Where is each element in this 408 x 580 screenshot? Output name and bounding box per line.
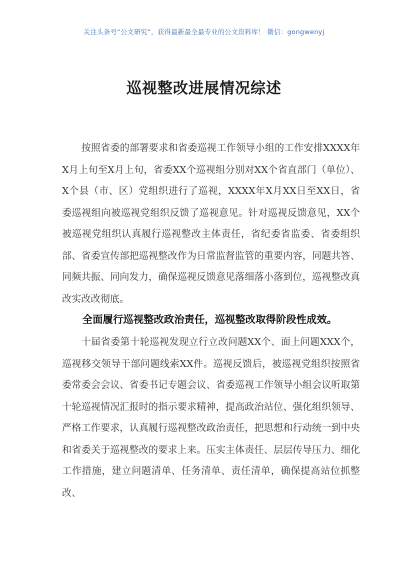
intro-paragraph: 按照省委的部署要求和省委巡视工作领导小组的工作安排XXXX年X月上旬至X月上旬，省委XX个巡视组分别对XX个省直部门（单位）、X个县（市、区）党组织进行了巡视，XXXX年X月XX日至XX日，省委巡视组向被巡视党组织反馈了巡视意见。针对巡视反馈意见，XX个被巡视党组织认真履行巡视整改主体责任，省纪委省监委、省委组织部、省委宣传部把巡视整改作为日常监督监管的重要内容，同题共答、同频共振、同向发力，确保巡视反馈意见落细落小落到位，巡视整改真改实改改彻底。 [62,143,360,305]
body-paragraph: 十届省委第十轮巡视发现立行立改问题XX个、面上问题XXX个，巡视移交领导干部问题线索XX件。巡视反馈后，被巡视党组织按照省委常委会会议、省委书记专题会议、省委巡视工作领导小组会议听取第十轮巡视情况汇报时的指示要求精神，提高政治站位、强化组织领导、严格工作要求，认真履行巡视整改政治责任，把思想和行动统一到中央和省委关于巡视整改的要求上来。压实主体责任、层层传导压力、细化工作措施，建立问题清单、任务清单、责任清单，确保提高站位抓整改、 [62,337,360,499]
section-heading: 全面履行巡视整改政治责任，巡视整改取得阶段性成效。 [82,315,338,326]
header-note: 关注头条号“公文研究”，获得最新最全最专业的公文资料库！ 微信：gongwenyj [83,28,325,36]
document-title: 巡视整改进展情况综述 [126,79,282,97]
document-body [62,138,360,504]
